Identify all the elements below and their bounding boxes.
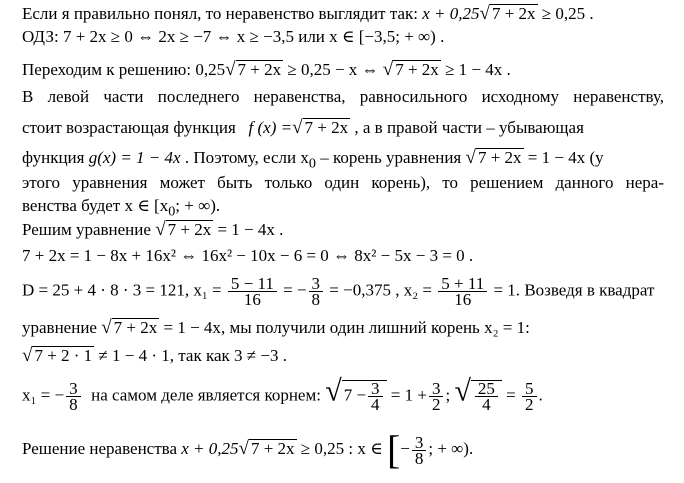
line-7: этого уравнения может быть только один корень), то решением данного нера- xyxy=(22,173,664,192)
function-g: g(x) = 1 − 4x xyxy=(88,148,181,167)
intro-text: Если я правильно понял, то неравенство выглядит так: xyxy=(22,4,418,23)
radicand: 7 + 2x xyxy=(167,220,212,239)
line-12 xyxy=(22,318,530,338)
radical-sign: √ xyxy=(325,374,342,408)
radical-sign: √ xyxy=(238,437,249,459)
equation: = 1 − 4x xyxy=(163,318,221,337)
inequality: 3 ≠ −3 . xyxy=(234,346,287,365)
subscript: 0 xyxy=(308,155,316,172)
numerator: 3 xyxy=(429,381,444,397)
belongs: x ∈ xyxy=(357,438,383,458)
value: = −0,375 , xyxy=(329,280,400,300)
left-bracket: [ xyxy=(386,427,401,472)
radicand xyxy=(471,380,502,412)
text: на самом деле является корнем: xyxy=(91,385,321,405)
denominator: 4 xyxy=(371,395,380,414)
radical-sign: √ xyxy=(155,219,166,240)
radicand: 7 + 2x xyxy=(395,60,439,79)
denominator: 8 xyxy=(69,395,78,414)
radical-sign: √ xyxy=(225,59,236,80)
numerator: 3 xyxy=(309,276,324,292)
radicand: 7 + 2x xyxy=(113,318,158,337)
transition-text: Переходим к решению: xyxy=(22,60,192,79)
numerator: 3 xyxy=(66,381,81,397)
radicand: 7 + 2 · 1 xyxy=(34,346,93,365)
numerator: 5 + 11 xyxy=(438,276,487,292)
odz-math: 7 + 2x ≥ 0 ⇔ 2x ≥ −7 ⇔ x ≥ −3,5 xyxy=(62,27,294,46)
text: стоит возрастающая функция xyxy=(22,118,236,137)
fraction xyxy=(228,276,277,307)
text: Возведя в квадрат xyxy=(524,280,655,300)
x2: x₂ = xyxy=(403,280,432,300)
step-math: ≥ 0,25 − x ⇔ xyxy=(287,60,379,79)
fraction xyxy=(522,381,537,412)
equals: = 1 + xyxy=(390,385,427,405)
fraction xyxy=(412,432,427,468)
line-8 xyxy=(22,196,220,221)
fraction xyxy=(438,276,487,307)
text: уравнение xyxy=(22,318,97,337)
inequality-right: ≥ 0,25 : xyxy=(300,438,354,458)
radicand: 7 + 2x xyxy=(491,4,536,23)
line-2 xyxy=(22,27,444,47)
or-word: или xyxy=(298,27,325,46)
equals: = xyxy=(506,385,516,405)
interval-end: ; + ∞). xyxy=(428,438,474,458)
line-4: В левой части последнего неравенства, равносильного исходному неравенству, xyxy=(22,87,664,106)
numerator: 25 xyxy=(475,381,498,397)
period: . xyxy=(538,385,543,405)
odz-interval: x ∈ [−3,5; + ∞) . xyxy=(329,27,445,46)
interval-end: ; + ∞). xyxy=(175,196,221,215)
radical-sign: √ xyxy=(292,117,303,138)
radical-sign: √ xyxy=(465,147,476,168)
radical-sign: √ xyxy=(454,374,471,408)
denominator: 8 xyxy=(414,448,424,468)
equation: = 1 − 4x xyxy=(527,148,586,167)
denominator: 4 xyxy=(482,395,491,414)
odz-label: ОДЗ: xyxy=(22,27,59,46)
fraction xyxy=(475,381,498,412)
function-f: f (x) = xyxy=(248,118,293,137)
radicand: 7 + 2x xyxy=(477,148,522,167)
text: – корень уравнения xyxy=(320,148,462,167)
line-6 xyxy=(22,148,604,173)
numerator: 3 xyxy=(368,381,383,397)
equals: = − xyxy=(283,280,307,300)
radical-sign: √ xyxy=(22,345,33,366)
text: венства будет xyxy=(22,196,121,215)
inequality-left: x + 0,25 xyxy=(181,438,239,458)
line-14 xyxy=(22,374,543,414)
text: Решение неравенства xyxy=(22,438,177,458)
step-math-end: ≥ 1 − 4x . xyxy=(445,60,511,79)
numerator: 5 − 11 xyxy=(228,276,277,292)
text: , так как xyxy=(169,346,230,365)
text: . Поэтому, если x xyxy=(184,148,309,167)
line-11 xyxy=(22,276,654,307)
radicand xyxy=(342,380,387,412)
denominator: 2 xyxy=(525,395,534,414)
line-15 xyxy=(22,427,474,472)
interval: x ∈ [x xyxy=(124,196,169,215)
denominator: 2 xyxy=(431,395,441,414)
text: функция xyxy=(22,148,85,167)
line-1 xyxy=(22,4,594,24)
radical-sign: √ xyxy=(479,3,490,24)
fraction xyxy=(309,276,324,307)
x1: x₁ = − xyxy=(22,385,65,405)
text: , мы получили один лишний корень xyxy=(220,318,480,337)
line-5 xyxy=(22,118,584,138)
fraction xyxy=(368,381,383,412)
line-9 xyxy=(22,220,283,240)
minus: − xyxy=(400,438,410,458)
inequality: ≠ 1 − 4 · 1 xyxy=(98,346,170,365)
line-10: 7 + 2x = 1 − 8x + 16x² ⇔ 16x² − 10x − 6 = 0 ⇔ 8x² − 5x − 3 = 0 . xyxy=(22,246,474,265)
coef: 0,25 xyxy=(195,60,226,79)
radical-sign: √ xyxy=(101,317,112,338)
fraction xyxy=(429,381,444,412)
inequality-right: ≥ 0,25 . xyxy=(541,4,594,23)
text: , а в правой части – убывающая xyxy=(354,118,584,137)
line-3 xyxy=(22,60,511,80)
radicand: 7 + 2x xyxy=(304,118,349,137)
radicand-part: 7 − xyxy=(343,385,367,405)
root-x2: x₂ = 1: xyxy=(484,318,530,337)
radicand: 7 + 2x xyxy=(237,60,282,79)
numerator: 5 xyxy=(522,381,537,397)
radicand: 7 + 2x xyxy=(250,438,295,458)
numerator: 3 xyxy=(412,435,427,451)
denominator: 16 xyxy=(454,290,472,309)
fraction xyxy=(66,381,81,412)
denominator: 16 xyxy=(243,290,261,309)
text: Решим уравнение xyxy=(22,220,151,239)
subscript: 0 xyxy=(168,203,176,220)
text: (у xyxy=(589,148,604,167)
separator: ; xyxy=(445,385,451,405)
value: = 1. xyxy=(493,280,521,300)
inequality-left: x + 0,25 xyxy=(422,4,480,23)
denominator: 8 xyxy=(311,290,321,309)
discriminant: D = 25 + 4 · 8 · 3 = 121, xyxy=(22,280,190,300)
equation: = 1 − 4x . xyxy=(217,220,284,239)
radical-sign: √ xyxy=(382,59,394,80)
line-13 xyxy=(22,346,287,366)
x1: x₁ = xyxy=(193,280,222,300)
